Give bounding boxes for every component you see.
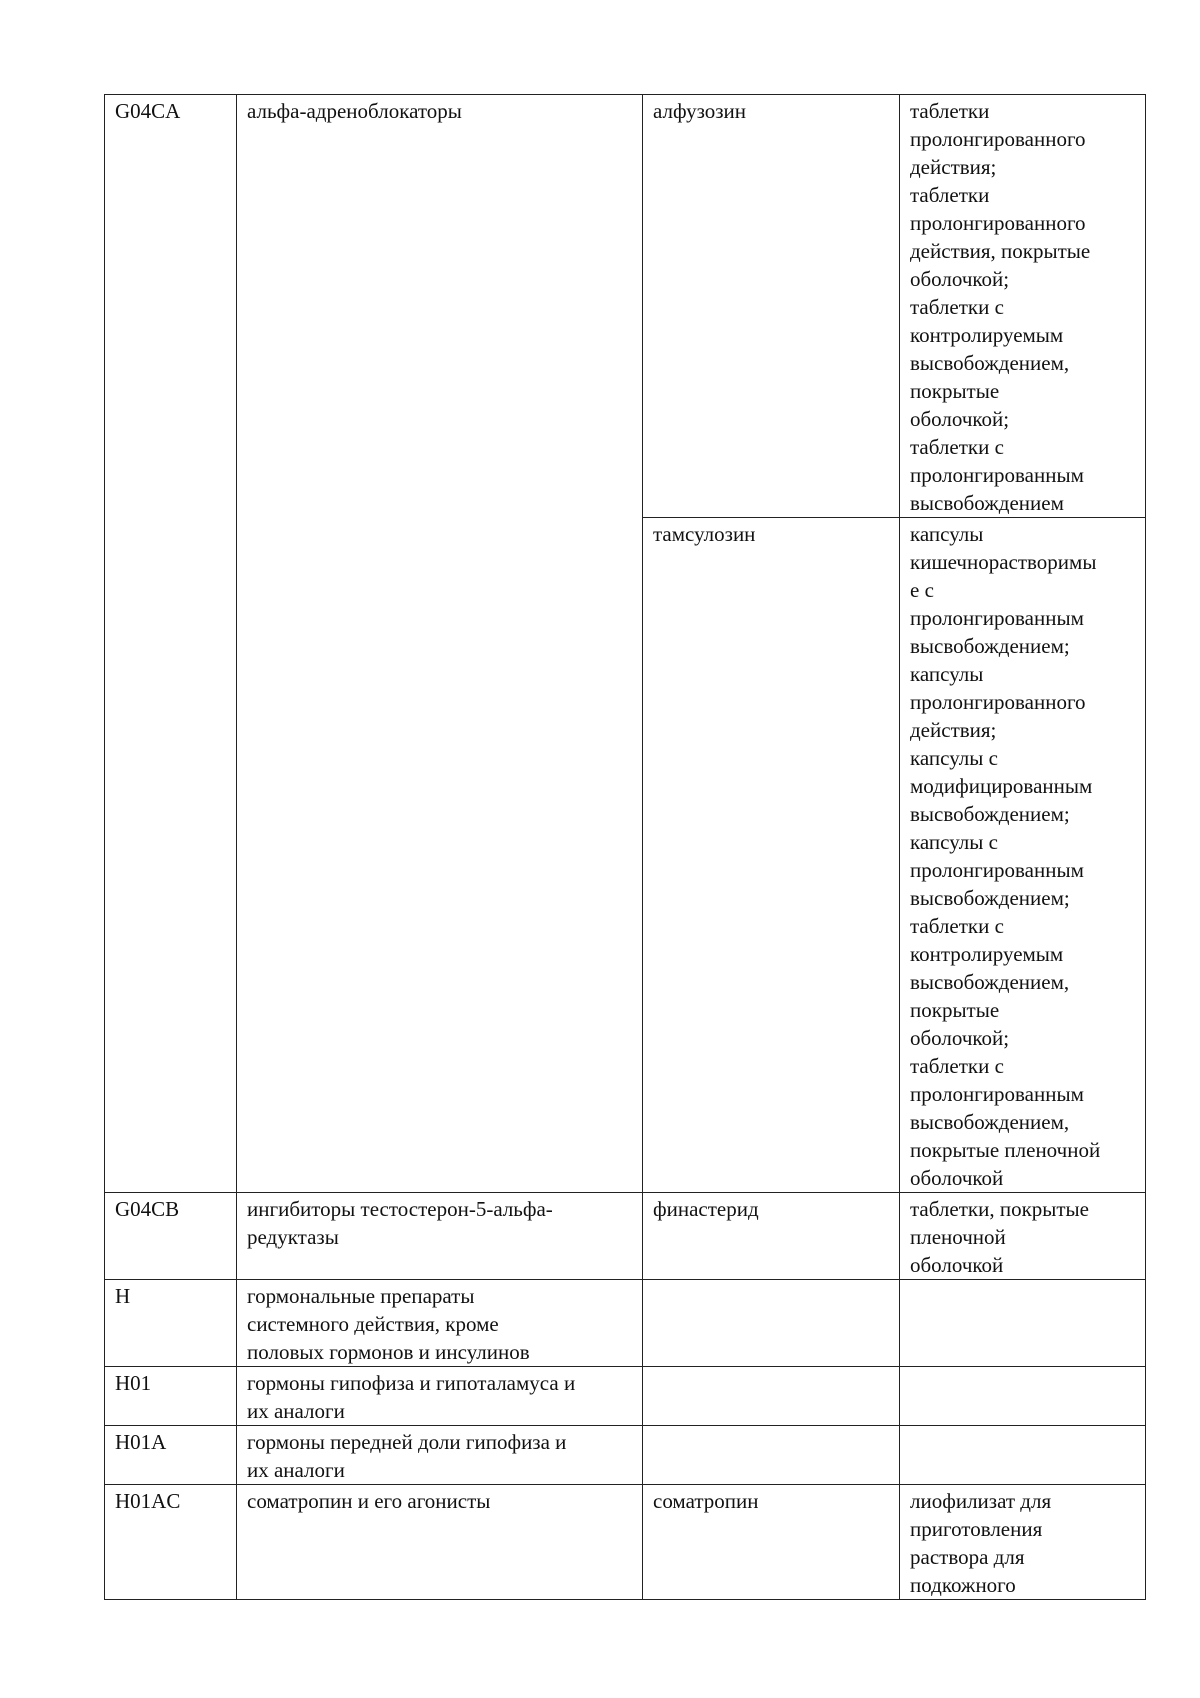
dosage-form-cell: капсулы кишечнорастворимы е с пролонгированным высвобождением; капсулы пролонгированного действия; капсулы с модифицированным высвобождением; капсулы с пролонгированным высвобождением; таблетки с контролируемым высвобождением, покрытые оболочкой; таблетки с пролонгированным высвобождением, покрытые пленочной оболочкой bbox=[900, 518, 1146, 1193]
group-name-cell: гормоны передней доли гипофиза и их аналоги bbox=[237, 1426, 643, 1485]
group-name-cell: альфа-адреноблокаторы bbox=[237, 95, 643, 1193]
drug-table bbox=[104, 94, 1146, 1600]
atc-code-cell: H01AC bbox=[105, 1485, 237, 1600]
drug-name-cell: алфузозин bbox=[643, 95, 900, 518]
atc-code-cell: H01A bbox=[105, 1426, 237, 1485]
table-row bbox=[105, 95, 1146, 518]
table-row bbox=[105, 1426, 1146, 1485]
atc-code-cell: G04CA bbox=[105, 95, 237, 1193]
group-name-cell: соматропин и его агонисты bbox=[237, 1485, 643, 1600]
group-name-cell: гормоны гипофиза и гипоталамуса и их аналоги bbox=[237, 1367, 643, 1426]
dosage-form-cell bbox=[900, 1426, 1146, 1485]
table-row bbox=[105, 1280, 1146, 1367]
atc-code-cell: H01 bbox=[105, 1367, 237, 1426]
table-row bbox=[105, 1193, 1146, 1280]
atc-code-cell: H bbox=[105, 1280, 237, 1367]
dosage-form-cell bbox=[900, 1280, 1146, 1367]
group-name-cell: гормональные препараты системного действия, кроме половых гормонов и инсулинов bbox=[237, 1280, 643, 1367]
drug-name-cell: тамсулозин bbox=[643, 518, 900, 1193]
group-name-cell: ингибиторы тестостерон-5-альфа- редуктазы bbox=[237, 1193, 643, 1280]
drug-name-cell bbox=[643, 1426, 900, 1485]
atc-code-cell: G04CB bbox=[105, 1193, 237, 1280]
table-row bbox=[105, 1367, 1146, 1426]
dosage-form-cell: таблетки пролонгированного действия; таблетки пролонгированного действия, покрытые оболочкой; таблетки с контролируемым высвобождением, покрытые оболочкой; таблетки с пролонгированным высвобождением bbox=[900, 95, 1146, 518]
drug-name-cell: финастерид bbox=[643, 1193, 900, 1280]
drug-name-cell bbox=[643, 1280, 900, 1367]
drug-name-cell: соматропин bbox=[643, 1485, 900, 1600]
dosage-form-cell: лиофилизат для приготовления раствора для подкожного bbox=[900, 1485, 1146, 1600]
table-row bbox=[105, 1485, 1146, 1600]
dosage-form-cell: таблетки, покрытые пленочной оболочкой bbox=[900, 1193, 1146, 1280]
dosage-form-cell bbox=[900, 1367, 1146, 1426]
drug-name-cell bbox=[643, 1367, 900, 1426]
